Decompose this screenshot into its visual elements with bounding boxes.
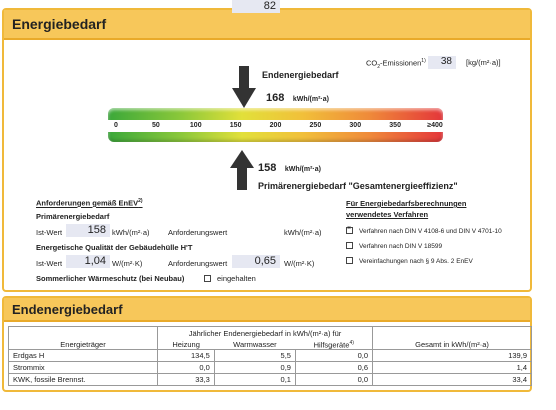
col-gesamt: Gesamt in kWh/(m²·a) — [373, 327, 532, 350]
anf-primary-unit: kWh/(m²·a) — [284, 228, 322, 237]
anf-thermal-unit: W/(m²·K) — [284, 259, 315, 268]
primaerenergie-label: Primärenergiebedarf "Gesamtenergieeffizienz" — [258, 181, 458, 191]
endenergie-label: Endenergiebedarf — [262, 70, 339, 80]
method-checkbox-2[interactable] — [346, 257, 353, 264]
table-row: Strommix 0,0 0,9 0,6 1,4 — [9, 362, 532, 374]
anf-primary-value: 82 — [232, 0, 280, 13]
primary-heading: Primärenergiebedarf — [36, 212, 110, 221]
method-checkbox-1[interactable] — [346, 242, 353, 249]
col-energietraeger: Energieträger — [9, 327, 158, 350]
co2-value: 38 — [428, 56, 456, 69]
anf-thermal-label: Anforderungswert — [168, 259, 228, 268]
ist-thermal-value: 1,04 — [66, 255, 110, 268]
anf-primary-label: Anforderungswert — [168, 228, 228, 237]
ist-thermal-label: Ist-Wert — [36, 259, 63, 268]
endenergiebedarf-title: Endenergiebedarf — [12, 302, 123, 317]
anf-thermal-value: 0,65 — [232, 255, 280, 268]
col-heizung: Heizung — [158, 338, 215, 350]
scale-tick-4: 200 — [269, 122, 282, 129]
method-option-2: Vereinfachungen nach § 9 Abs. 2 EnEV — [346, 258, 473, 265]
scale-tick-strip — [108, 120, 443, 132]
scale-tick-8: ≥400 — [427, 122, 443, 129]
endenergie-value: 168 kWh/(m²·a) — [266, 92, 329, 104]
ist-thermal-unit: W/(m²·K) — [112, 259, 143, 268]
ist-primary-unit: kWh/(m²·a) — [112, 228, 150, 237]
scale-tick-0: 0 — [114, 122, 118, 129]
scale-tick-6: 300 — [349, 122, 362, 129]
scale-tick-5: 250 — [309, 122, 322, 129]
col-hilfsgeraete: Hilfsgeräte$^{4)}$ — [295, 338, 372, 350]
energiebedarf-header — [4, 10, 530, 40]
table-row: Erdgas H 134,5 5,5 0,0 139,9 — [9, 350, 532, 362]
scale-tick-3: 150 — [229, 122, 242, 129]
method-heading: Für Energiebedarfsberechnungen verwendetes Verfahren — [346, 199, 467, 219]
summer-label: Sommerlicher Wärmeschutz (bei Neubau) — [36, 274, 185, 283]
method-option-1: Verfahren nach DIN V 18599 — [346, 243, 442, 250]
summer-check: eingehalten — [204, 274, 256, 283]
endenergiebedarf-header — [4, 298, 530, 322]
thermal-heading: Energetische Qualität der Gebäudehülle H'T — [36, 243, 193, 252]
scale-tick-2: 100 — [189, 122, 202, 129]
method-option-0: ×Verfahren nach DIN V 4108-6 und DIN V 4701-10 — [346, 228, 502, 235]
method-checkbox-0[interactable] — [346, 227, 353, 234]
primaerenergie-arrow-icon — [230, 150, 254, 190]
summer-checkbox[interactable] — [204, 275, 211, 282]
ist-primary-value: 158 — [66, 224, 110, 237]
co2-unit: [kg/(m²·a)] — [466, 58, 501, 67]
co2-label: $CO_2-Emissionen^{1)}$ — [366, 58, 426, 70]
ist-primary-label: Ist-Wert — [36, 228, 63, 237]
primaerenergie-value: 158 kWh/(m²·a) — [258, 162, 321, 174]
energiebedarf-title: Energiebedarf — [12, 16, 107, 32]
scale-tick-1: 50 — [151, 122, 160, 129]
energy-scale-bar — [108, 108, 443, 142]
table-header-row — [9, 327, 532, 339]
endenergie-arrow-icon — [232, 66, 256, 108]
group-header: Jährlicher Endenergiebedarf in kWh/(m²·a) für — [158, 327, 373, 339]
scale-tick-7: 350 — [389, 122, 401, 129]
table-row: KWK, fossile Brennst. 33,3 0,1 0,0 33,4 — [9, 374, 532, 386]
col-warmwasser: Warmwasser — [214, 338, 295, 350]
endenergie-table — [8, 326, 532, 386]
requirements-heading: Anforderungen gemäß EnEV$^{2)}$ — [36, 198, 143, 208]
